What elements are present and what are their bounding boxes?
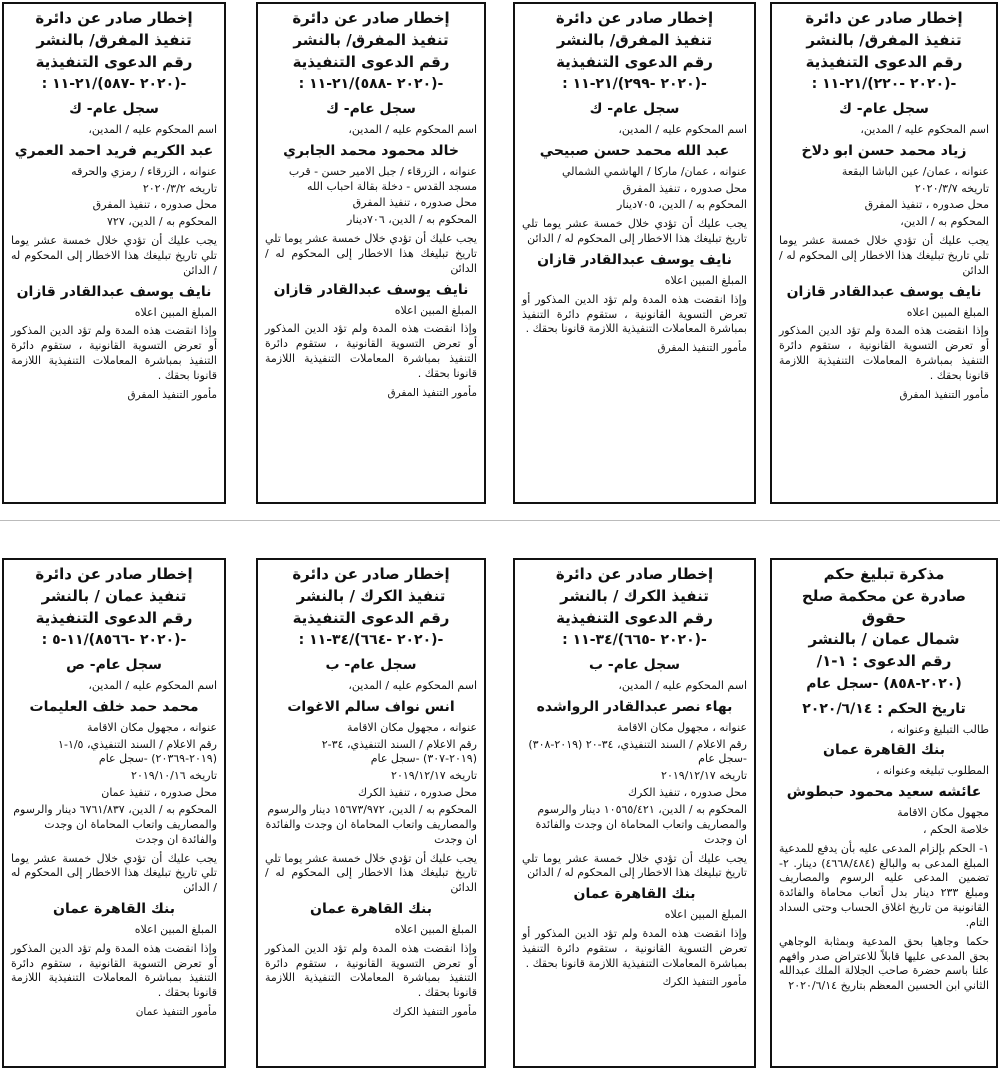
notice-heading <box>522 8 747 73</box>
judgment-closing: حكما وجاهيا بحق المدعية وبمثابة الوجاهي بحق المدعى عليها قابلاً للاعتراض صدر وافهم علنا باسم حضرة صاحب الجلالة الملك عبدالله الثاني ابن الحسين المعظم بتاريخ ٢٠٢٠/٦/١٤ <box>779 934 989 993</box>
detail-line: عنوانه ، مجهول مكان الاقامة <box>617 720 747 734</box>
warning-text: وإذا انقضت هذه المدة ولم تؤد الدين المذكور أو تعرض التسوية القانونية ، ستقوم دائرة التنفيذ بمباشرة المعاملات التنفيذية اللازمة قانونا بحقك . <box>522 292 747 336</box>
detail-line: عنوانه ، عمان/ ماركا / الهاشمي الشمالي <box>561 164 747 178</box>
requester-label: طالب التبليغ وعنوانه ، <box>889 722 989 736</box>
heading-line: إخطار صادر عن دائرة <box>555 9 714 27</box>
heading-line: إخطار صادر عن دائرة <box>805 9 963 27</box>
case-number: -(٢٠٢٠ -٢٩٩)/٢١-١١ : <box>562 76 707 93</box>
heading-line: إخطار صادر عن دائرة <box>35 9 193 27</box>
warning-text: وإذا انقضت هذه المدة ولم تؤد الدين المذكور أو تعرض التسوية القانونية ، ستقوم دائرة التنفيذ بمباشرة المعاملات التنفيذية اللازمة قانونا بحقك . <box>522 926 747 970</box>
notice-card <box>770 2 998 504</box>
amount-label: المبلغ المبين اعلاه <box>664 273 747 287</box>
heading-line: تنفيذ عمان / بالنشر <box>41 586 187 605</box>
amount-label: المبلغ المبين اعلاه <box>134 305 217 319</box>
notice-heading <box>11 564 217 629</box>
notice-card <box>256 2 486 504</box>
detail-line: مجهول مكان الاقامة <box>897 806 989 819</box>
detail-line: محل صدوره ، تنفيذ المفرق <box>622 181 747 195</box>
heading-line: صادرة عن محكمة صلح حقوق <box>801 586 967 627</box>
amount-label: المبلغ المبين اعلاه <box>906 305 989 319</box>
detail-line: رقم الاعلام / السند التنفيذي، ٣٤-٢ (٢٠١٩-٣٠٧) -سجل عام <box>321 737 477 766</box>
detail-line: المحكوم به / الدين، <box>900 215 989 229</box>
warning-text: وإذا انقضت هذه المدة ولم تؤد الدين المذكور أو تعرض التسوية القانونية ، ستقوم دائرة التنفيذ بمباشرة المعاملات التنفيذية اللازمة قانونا بحقك . <box>11 324 217 382</box>
detail-line: المحكوم به / الدين، ٧٢٧ <box>107 215 217 229</box>
heading-line: تنفيذ المفرق/ بالنشر <box>36 30 192 49</box>
detail-line: عنوانه ، مجهول مكان الاقامة <box>347 720 477 734</box>
heading-line: تنفيذ الكرك / بالنشر <box>560 586 709 605</box>
detail-line: رقم الاعلام / السند التنفيذي، ١/٥-١ (٢٠١٩-٢٠٣٦٩) -سجل عام <box>58 737 217 766</box>
requester-name: بنك القاهرة عمان <box>823 742 945 759</box>
notice-card <box>2 2 226 504</box>
debtor-label: اسم المحكوم عليه / المدين، <box>348 123 477 137</box>
heading-line: رقم الدعوى : ١-١/ <box>816 652 952 670</box>
issuer-footer: مأمور التنفيذ المفرق <box>899 388 989 401</box>
detail-line: محل صدوره ، تنفيذ المفرق <box>352 196 477 210</box>
judgment-notice-card <box>770 558 998 1068</box>
register-label: سجل عام- ب <box>325 657 417 674</box>
debtor-name: خالد محمود محمد الجابري <box>283 142 459 159</box>
debtor-label: اسم المحكوم عليه / المدين، <box>348 679 477 693</box>
debtor-label: اسم المحكوم عليه / المدين، <box>618 123 747 137</box>
debtor-name: بهاء نصر عبدالقادر الرواشده <box>536 698 733 715</box>
debtor-name: انس نواف سالم الاغوات <box>287 698 455 715</box>
case-number: -(٢٠٢٠ -٨٥٦٦)/١١-٥ : <box>41 632 187 649</box>
heading-line: رقم الدعوى التنفيذية <box>556 52 713 71</box>
detail-line: عنوانه ، مجهول مكان الاقامة <box>87 720 217 734</box>
heading-line: رقم الدعوى التنفيذية <box>292 52 450 71</box>
case-number: -(٢٠٢٠ -٦٦٤)/٣٤-١١ : <box>298 632 444 649</box>
notice-heading <box>11 8 217 73</box>
debtor-name: محمد حمد خلف العليمات <box>29 698 199 715</box>
heading-line: إخطار صادر عن دائرة <box>555 565 714 583</box>
case-number: -(٢٠٢٠ -٥٨٨)/٢١-١١ : <box>298 76 444 93</box>
defendant-name: عائشه سعيد محمود حبطوش <box>786 784 982 801</box>
demand-text: يجب عليك أن تؤدي خلال خمسة عشر يوما تلي تاريخ تبليغك هذا الاخطار إلى المحكوم له / الدائن <box>265 851 477 895</box>
register-label: سجل عام- ك <box>589 101 680 118</box>
debtor-name: عبد الله محمد حسن صبيحي <box>539 142 730 159</box>
detail-line: رقم الاعلام / السند التنفيذي، ٣٤-٢٠ (٢٠١٩-٣٠٨) -سجل عام <box>528 737 747 766</box>
detail-line: عنوانه ، الزرقاء / رمزي والحرقه <box>71 164 217 178</box>
heading-line: رقم الدعوى التنفيذية <box>35 608 193 627</box>
detail-line: عنوانه ، عمان/ عين الباشا البقعة <box>841 164 989 178</box>
amount-label: المبلغ المبين اعلاه <box>394 303 477 317</box>
notice-card <box>513 2 756 504</box>
demand-text: يجب عليك أن تؤدي خلال خمسة عشر يوما تلي تاريخ تبليغك هذا الاخطار إلى المحكوم له / الدائن <box>522 851 747 880</box>
demand-text: يجب عليك أن تؤدي خلال خمسة عشر يوما تلي تاريخ تبليغك هذا الاخطار إلى المحكوم له / الدائن <box>11 851 217 895</box>
heading-line: مذكرة تبليغ حكم <box>823 565 945 583</box>
issuer-footer: مأمور التنفيذ الكرك <box>662 976 747 989</box>
detail-line: محل صدوره ، تنفيذ المفرق <box>92 198 217 212</box>
heading-line: شمال عمان / بالنشر <box>808 630 960 649</box>
notice-heading <box>779 8 989 73</box>
creditor-name: نايف يوسف عبدالقادر قازان <box>537 251 732 268</box>
detail-line: خلاصة الحكم ، <box>922 822 989 836</box>
warning-text: وإذا انقضت هذه المدة ولم تؤد الدين المذكور أو تعرض التسوية القانونية ، ستقوم دائرة التنفيذ بمباشرة المعاملات التنفيذية اللازمة قانونا بحقك . <box>265 941 477 1000</box>
detail-line: المطلوب تبليغه وعنوانه ، <box>876 764 989 778</box>
heading-line: إخطار صادر عن دائرة <box>35 565 193 583</box>
issuer-footer: مأمور التنفيذ المفرق <box>387 386 477 399</box>
notice-heading <box>779 564 989 673</box>
demand-text: يجب عليك أن تؤدي خلال خمسة عشر يوما تلي تاريخ تبليغك هذا الاخطار إلى المحكوم له / الدائن <box>265 232 477 275</box>
warning-text: وإذا انقضت هذه المدة ولم تؤد الدين المذكور أو تعرض التسوية القانونية ، ستقوم دائرة التنفيذ بمباشرة المعاملات التنفيذية اللازمة قانونا بحقك . <box>11 941 217 1000</box>
heading-line: تنفيذ المفرق/ بالنشر <box>556 30 713 49</box>
heading-line: رقم الدعوى التنفيذية <box>35 52 193 71</box>
case-number: (٢٠٢٠-٨٥٨) -سجل عام <box>806 675 962 692</box>
detail-line: تاريخه ٢٠١٩/١٢/١٧ <box>391 769 477 783</box>
register-label: سجل عام- ب <box>588 657 681 674</box>
creditor-name: نايف يوسف عبدالقادر قازان <box>786 283 982 300</box>
issuer-footer: مأمور التنفيذ الكرك <box>392 1006 477 1019</box>
creditor-name: نايف يوسف عبدالقادر قازان <box>16 283 212 300</box>
case-number: -(٢٠٢٠ -٦٦٥)/٣٤-١١ : <box>562 632 707 649</box>
detail-line: محل صدوره ، تنفيذ الكرك <box>627 786 747 800</box>
detail-line: تاريخه ٢٠١٩/١٠/١٦ <box>131 769 217 783</box>
creditor-name: نايف يوسف عبدالقادر قازان <box>273 281 469 298</box>
amount-label: المبلغ المبين اعلاه <box>134 922 217 936</box>
detail-line: المحكوم به / الدين، ٧٠٦دينار <box>347 213 477 227</box>
demand-text: يجب عليك أن تؤدي خلال خمسة عشر يوما تلي تاريخ تبليغك هذا الاخطار إلى المحكوم له / الدائن <box>779 234 989 277</box>
notice-card <box>256 558 486 1068</box>
creditor-name: بنك القاهرة عمان <box>53 901 175 918</box>
detail-line: المحكوم به / الدين، ١٥٦٧٣/٩٧٢ دينار والرسوم والمصاريف واتعاب المحاماة ان وجدت والفائدة ان وجدت <box>265 802 477 846</box>
heading-line: تنفيذ المفرق/ بالنشر <box>293 30 449 49</box>
notice-card <box>2 558 226 1068</box>
debtor-label: اسم المحكوم عليه / المدين، <box>618 679 747 693</box>
register-label: سجل عام- ك <box>69 101 159 118</box>
heading-line: رقم الدعوى التنفيذية <box>805 52 963 71</box>
row-divider <box>0 520 1000 521</box>
heading-line: رقم الدعوى التنفيذية <box>556 608 713 627</box>
detail-line: المحكوم به / الدين، ١٠٥٦٥/٤٢١ دينار والرسوم والمصاريف واتعاب المحاماة ان وجدت والفائدة ان وجدت <box>535 802 747 846</box>
detail-line: تاريخه ٢٠١٩/١٢/١٧ <box>661 769 747 783</box>
detail-line: تاريخه ٢٠٢٠/٣/٢ <box>142 181 217 195</box>
notice-heading <box>265 8 477 73</box>
notice-heading <box>265 564 477 629</box>
heading-line: إخطار صادر عن دائرة <box>292 565 450 583</box>
debtor-label: اسم المحكوم عليه / المدين، <box>88 679 217 693</box>
heading-line: إخطار صادر عن دائرة <box>292 9 450 27</box>
notice-heading <box>522 564 747 629</box>
register-label: سجل عام- ك <box>326 101 416 118</box>
heading-line: رقم الدعوى التنفيذية <box>292 608 450 627</box>
detail-line: تاريخه ٢٠٢٠/٣/٧ <box>914 181 989 195</box>
detail-line: المحكوم به / الدين، ٧٠٥دينار <box>617 198 747 212</box>
issuer-footer: مأمور التنفيذ عمان <box>135 1006 217 1019</box>
debtor-name: عبد الكريم فريد احمد العمري <box>14 142 214 159</box>
detail-line: محل صدوره ، تنفيذ عمان <box>101 786 217 800</box>
register-label: سجل عام- ص <box>66 657 162 674</box>
creditor-name: بنك القاهرة عمان <box>310 901 432 918</box>
amount-label: المبلغ المبين اعلاه <box>394 922 477 936</box>
amount-label: المبلغ المبين اعلاه <box>664 908 747 922</box>
judgment-summary: ١- الحكم بإلزام المدعى عليه بأن يدفع للمدعية المبلغ المدعى به والبالغ (٤٦٦٨/٤٨٤) دينار. ٢- تضمين المدعى عليه الرسوم والمصاريف ومبلغ ٢٣٣ دينار بدل أتعاب محاماة والفائدة القانونية من تاريخ اغلاق الحساب وحتى السداد التام. <box>778 841 989 929</box>
demand-text: يجب عليك أن تؤدي خلال خمسة عشر يوما تلي تاريخ تبليغك هذا الاخطار إلى المحكوم له / الدائن <box>522 217 747 246</box>
register-label: سجل عام- ك <box>839 101 929 118</box>
case-number: -(٢٠٢٠ -٢٢٠)/٢١-١١ : <box>811 76 957 93</box>
warning-text: وإذا انقضت هذه المدة ولم تؤد الدين المذكور أو تعرض التسوية القانونية ، ستقوم دائرة التنفيذ بمباشرة المعاملات التنفيذية اللازمة قانونا بحقك . <box>779 324 989 382</box>
issuer-footer: مأمور التنفيذ المفرق <box>127 388 217 401</box>
detail-line: محل صدوره ، تنفيذ الكرك <box>357 786 477 800</box>
heading-line: تنفيذ المفرق/ بالنشر <box>806 30 962 49</box>
demand-text: يجب عليك أن تؤدي خلال خمسة عشر يوما تلي تاريخ تبليغك هذا الاخطار إلى المحكوم له / الدائن <box>11 234 217 277</box>
heading-line: تنفيذ الكرك / بالنشر <box>296 586 446 605</box>
case-number: -(٢٠٢٠ -٥٨٧)/٢١-١١ : <box>41 76 187 93</box>
notice-card <box>513 558 756 1068</box>
debtor-name: زياد محمد حسن ابو دلاخ <box>801 142 967 159</box>
debtor-label: اسم المحكوم عليه / المدين، <box>88 123 217 137</box>
issuer-footer: مأمور التنفيذ المفرق <box>657 342 747 355</box>
judgment-date: تاريخ الحكم : ٢٠٢٠/٦/١٤ <box>802 700 966 717</box>
detail-line: المحكوم به / الدين، ٦٧٦١/٨٣٧ دينار والرسوم والمصاريف واتعاب المحاماة ان وجدت والفائدة ان وجدت <box>13 802 217 846</box>
detail-line: محل صدوره ، تنفيذ المفرق <box>864 198 989 212</box>
creditor-name: بنك القاهرة عمان <box>573 886 696 903</box>
detail-line: عنوانه ، الزرقاء / جبل الامير حسن - قرب مسجد القدس - دخلة بقالة احباب الله <box>288 164 477 193</box>
debtor-label: اسم المحكوم عليه / المدين، <box>860 123 989 137</box>
warning-text: وإذا انقضت هذه المدة ولم تؤد الدين المذكور أو تعرض التسوية القانونية ، ستقوم دائرة التنفيذ بمباشرة المعاملات التنفيذية اللازمة قانونا بحقك . <box>265 322 477 380</box>
